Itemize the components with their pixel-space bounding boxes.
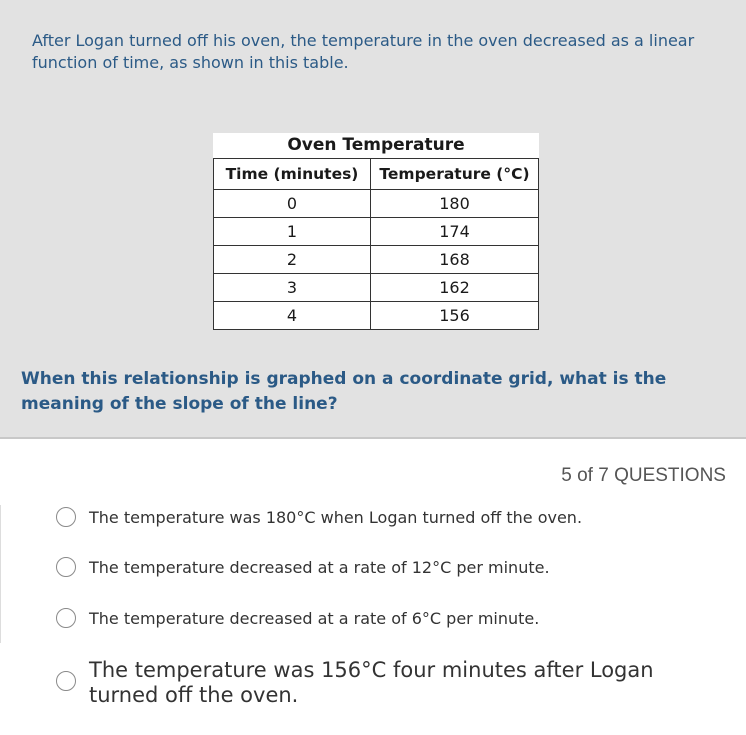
cell-time: 1 <box>214 218 371 246</box>
data-table <box>213 158 539 330</box>
cell-temperature: 168 <box>371 246 539 274</box>
table-row <box>214 274 539 302</box>
header-time: Time (minutes) <box>214 159 371 190</box>
answer-choice-c[interactable] <box>56 608 539 628</box>
question-prompt: When this relationship is graphed on a coordinate grid, what is the meaning of the slope of the line? <box>21 369 667 414</box>
radio-button[interactable] <box>56 671 76 691</box>
table-row <box>214 190 539 218</box>
answer-choice-a[interactable] <box>56 507 582 527</box>
choice-label: The temperature decreased at a rate of 12°C per minute. <box>89 557 550 577</box>
answer-choice-b[interactable] <box>56 557 550 577</box>
divider <box>0 505 1 643</box>
cell-time: 4 <box>214 302 371 330</box>
cell-time: 3 <box>214 274 371 302</box>
table-title: Oven Temperature <box>213 133 539 158</box>
cell-temperature: 174 <box>371 218 539 246</box>
question-intro: After Logan turned off his oven, the temperature in the oven decreased as a linear function of time, as shown in this table. <box>32 31 695 72</box>
question-counter: 5 of 7 QUESTIONS <box>561 465 726 486</box>
cell-time: 2 <box>214 246 371 274</box>
cell-temperature: 162 <box>371 274 539 302</box>
choice-label: The temperature was 180°C when Logan turned off the oven. <box>89 507 583 527</box>
table-row <box>214 246 539 274</box>
header-temperature: Temperature (°C) <box>371 159 539 190</box>
radio-button[interactable] <box>56 608 76 628</box>
answer-choice-d[interactable] <box>56 658 689 708</box>
cell-temperature: 156 <box>371 302 539 330</box>
radio-button[interactable] <box>56 557 76 577</box>
oven-temperature-table <box>213 133 539 330</box>
radio-button[interactable] <box>56 507 76 527</box>
cell-time: 0 <box>214 190 371 218</box>
table-row <box>214 218 539 246</box>
table-header-row <box>214 159 539 190</box>
cell-temperature: 180 <box>371 190 539 218</box>
table-row <box>214 302 539 330</box>
choice-label: The temperature was 156°C four minutes after Logan turned off the oven. <box>89 658 654 707</box>
choice-label: The temperature decreased at a rate of 6°C per minute. <box>89 608 540 628</box>
